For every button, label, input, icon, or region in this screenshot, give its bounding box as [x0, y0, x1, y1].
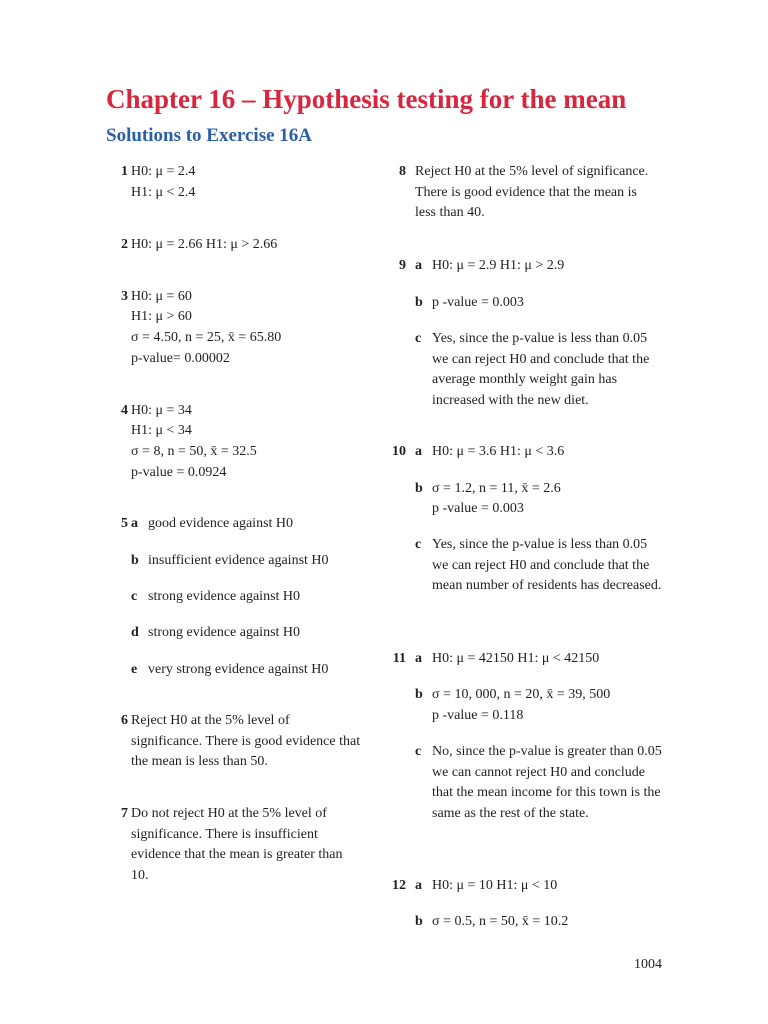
- part-label: a: [415, 878, 422, 893]
- answer-line: σ = 8, n = 50, x̄ = 32.5: [131, 444, 257, 459]
- page-number: 1004: [634, 957, 662, 972]
- question-number: 6: [121, 713, 128, 728]
- answer-5: [100, 514, 360, 684]
- answer-line: H0: μ = 34: [131, 403, 192, 418]
- answer-line: H0: μ = 2.4: [131, 164, 196, 179]
- answer-line: H0: μ = 42150 H1: μ < 42150: [432, 651, 600, 666]
- answer-text: Yes, since the p-value is less than 0.05 we can reject H0 and conclude that the average monthly weight gain has increased with the new diet.: [432, 331, 650, 408]
- question-number: 8: [399, 164, 406, 179]
- question-number: 10: [392, 444, 406, 459]
- answer-line: σ = 1.2, n = 11, x̄ = 2.6: [432, 481, 561, 496]
- chapter-title: Chapter 16 – Hypothesis testing for the mean: [106, 84, 627, 114]
- answer-line: H0: μ = 60: [131, 289, 192, 304]
- answer-text: Yes, since the p-value is less than 0.05 we can reject H0 and conclude that the mean number of residents has decreased.: [432, 537, 662, 593]
- answer-line: insufficient evidence against H0: [148, 553, 329, 568]
- part-label: c: [415, 744, 422, 759]
- question-number: 5: [121, 516, 128, 531]
- answer-line: very strong evidence against H0: [148, 662, 329, 677]
- answer-text: Reject H0 at the 5% level of significance. There is good evidence that the mean is less than 50.: [131, 713, 361, 769]
- part-label: a: [415, 444, 422, 459]
- part-label: d: [131, 625, 139, 640]
- part-label: a: [415, 258, 422, 273]
- answer-line: H0: μ = 10 H1: μ < 10: [432, 878, 558, 893]
- answer-line: strong evidence against H0: [148, 625, 301, 640]
- answer-line: p-value= 0.00002: [131, 351, 230, 366]
- part-label: c: [131, 589, 138, 604]
- answer-text: No, since the p-value is greater than 0.05 we can cannot reject H0 and conclude that the mean income for this town is the same as the rest of the state.: [432, 744, 662, 821]
- part-label: a: [131, 516, 138, 531]
- answer-line: H1: μ < 2.4: [131, 185, 196, 200]
- question-number: 1: [121, 164, 128, 179]
- answer-line: H0: μ = 3.6 H1: μ < 3.6: [432, 444, 565, 459]
- answer-line: p -value = 0.003: [432, 295, 524, 310]
- question-number: 2: [121, 237, 128, 252]
- part-label: b: [415, 481, 423, 496]
- part-label: c: [415, 537, 422, 552]
- answer-text: Reject H0 at the 5% level of significance. There is good evidence that the mean is less than 40.: [415, 164, 649, 220]
- part-label: b: [131, 553, 139, 568]
- answer-line: strong evidence against H0: [148, 589, 301, 604]
- answer-line: good evidence against H0: [148, 516, 294, 531]
- exercise-subtitle: Solutions to Exercise 16A: [106, 125, 313, 146]
- question-number: 12: [392, 878, 406, 893]
- answer-line: σ = 0.5, n = 50, x̄ = 10.2: [432, 914, 569, 929]
- answer-text: Do not reject H0 at the 5% level of significance. There is insufficient evidence that the mean is greater than 10.: [131, 806, 343, 883]
- question-number: 4: [121, 403, 128, 418]
- part-label: b: [415, 687, 423, 702]
- answer-line: p -value = 0.003: [432, 501, 524, 516]
- answer-line: p-value = 0.0924: [131, 465, 227, 480]
- answer-line: σ = 10, 000, n = 20, x̄ = 39, 500: [432, 687, 611, 702]
- answer-line: H1: μ < 34: [131, 423, 192, 438]
- question-number: 7: [121, 806, 128, 821]
- question-number: 9: [399, 258, 406, 273]
- answer-line: H1: μ > 60: [131, 309, 192, 324]
- question-number: 3: [121, 289, 128, 304]
- question-number: 11: [392, 651, 406, 666]
- answer-line: p -value = 0.118: [432, 708, 524, 723]
- part-label: b: [415, 914, 423, 929]
- part-label: e: [131, 662, 138, 677]
- answer-line: H0: μ = 2.66 H1: μ > 2.66: [131, 237, 278, 252]
- part-label: b: [415, 295, 423, 310]
- part-label: a: [415, 651, 422, 666]
- answer-line: σ = 4.50, n = 25, x̄ = 65.80: [131, 330, 282, 345]
- answer-line: H0: μ = 2.9 H1: μ > 2.9: [432, 258, 565, 273]
- part-label: c: [415, 331, 422, 346]
